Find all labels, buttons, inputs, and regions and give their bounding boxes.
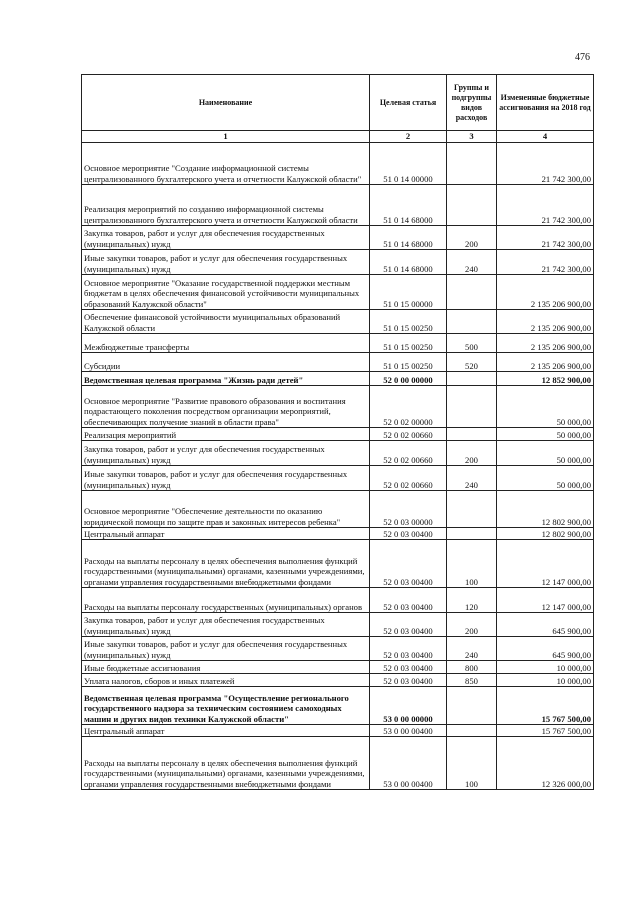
row-name: Закупка товаров, работ и услуг для обеспечения государственных (муниципальных) нужд <box>82 226 370 250</box>
row-target-code: 51 0 14 68000 <box>370 226 447 250</box>
column-number: 4 <box>497 131 594 143</box>
table-row <box>82 334 594 353</box>
row-name: Реализация мероприятий <box>82 428 370 441</box>
header-row <box>82 75 594 131</box>
table-row <box>82 386 594 428</box>
row-name: Реализация мероприятий по созданию информационной системы централизованного бухгалтерского учета и отчетности Калужской области <box>82 185 370 226</box>
table-row <box>82 588 594 613</box>
row-name: Основное мероприятие "Оказание государственной поддержки местным бюджетам в целях обеспечения финансовой устойчивости муниципальных образований Калужской области" <box>82 275 370 310</box>
row-target-code: 52 0 02 00660 <box>370 428 447 441</box>
row-name: Уплата налогов, сборов и иных платежей <box>82 674 370 687</box>
row-amount: 12 802 900,00 <box>497 491 594 528</box>
row-amount: 50 000,00 <box>497 466 594 491</box>
row-expense-group <box>447 687 497 725</box>
header-group: Группы и подгруппы видов расходов <box>447 75 497 131</box>
table-row <box>82 528 594 540</box>
table-row <box>82 737 594 790</box>
row-target-code: 52 0 03 00400 <box>370 540 447 588</box>
table-row <box>82 226 594 250</box>
row-name: Иные бюджетные ассигнования <box>82 661 370 674</box>
row-amount: 12 326 000,00 <box>497 737 594 790</box>
row-amount: 645 900,00 <box>497 637 594 661</box>
table-row <box>82 613 594 637</box>
row-expense-group <box>447 528 497 540</box>
row-target-code: 52 0 02 00660 <box>370 466 447 491</box>
row-target-code: 52 0 03 00400 <box>370 528 447 540</box>
row-target-code: 52 0 03 00400 <box>370 637 447 661</box>
row-amount: 10 000,00 <box>497 674 594 687</box>
row-target-code: 52 0 02 00660 <box>370 441 447 466</box>
row-name: Иные закупки товаров, работ и услуг для обеспечения государственных (муниципальных) нужд <box>82 637 370 661</box>
row-expense-group <box>447 725 497 737</box>
row-name: Основное мероприятие "Создание информационной системы централизованного бухгалтерского учета и отчетности Калужской области" <box>82 143 370 185</box>
row-amount: 2 135 206 900,00 <box>497 353 594 372</box>
row-amount: 21 742 300,00 <box>497 250 594 275</box>
row-expense-group <box>447 185 497 226</box>
table-row <box>82 725 594 737</box>
row-expense-group: 800 <box>447 661 497 674</box>
row-expense-group: 120 <box>447 588 497 613</box>
row-target-code: 53 0 00 00400 <box>370 737 447 790</box>
table-row <box>82 372 594 386</box>
row-amount: 10 000,00 <box>497 661 594 674</box>
header-name: Наименование <box>82 75 370 131</box>
row-expense-group <box>447 143 497 185</box>
row-amount: 21 742 300,00 <box>497 185 594 226</box>
table-row <box>82 637 594 661</box>
row-target-code: 52 0 03 00400 <box>370 588 447 613</box>
row-name: Субсидии <box>82 353 370 372</box>
row-expense-group: 240 <box>447 637 497 661</box>
row-amount: 50 000,00 <box>497 386 594 428</box>
table-row <box>82 661 594 674</box>
row-name: Межбюджетные трансферты <box>82 334 370 353</box>
row-amount: 21 742 300,00 <box>497 226 594 250</box>
row-name: Основное мероприятие "Обеспечение деятельности по оказанию юридической помощи по защите прав и законных интересов ребенка" <box>82 491 370 528</box>
table-row <box>82 687 594 725</box>
row-amount: 50 000,00 <box>497 428 594 441</box>
row-target-code: 51 0 15 00250 <box>370 334 447 353</box>
table-row <box>82 466 594 491</box>
row-amount: 12 147 000,00 <box>497 540 594 588</box>
row-target-code: 52 0 03 00400 <box>370 661 447 674</box>
row-name: Закупка товаров, работ и услуг для обеспечения государственных (муниципальных) нужд <box>82 613 370 637</box>
row-expense-group: 240 <box>447 466 497 491</box>
column-number: 2 <box>370 131 447 143</box>
header-code: Целевая статья <box>370 75 447 131</box>
row-name: Ведомственная целевая программа "Жизнь ради детей" <box>82 372 370 386</box>
table-row <box>82 250 594 275</box>
row-target-code: 51 0 14 68000 <box>370 185 447 226</box>
row-name: Закупка товаров, работ и услуг для обеспечения государственных (муниципальных) нужд <box>82 441 370 466</box>
row-expense-group: 200 <box>447 441 497 466</box>
column-number: 3 <box>447 131 497 143</box>
row-amount: 12 852 900,00 <box>497 372 594 386</box>
row-target-code: 52 0 02 00000 <box>370 386 447 428</box>
row-amount: 21 742 300,00 <box>497 143 594 185</box>
row-target-code: 52 0 03 00400 <box>370 613 447 637</box>
row-name: Центральный аппарат <box>82 725 370 737</box>
row-amount: 2 135 206 900,00 <box>497 310 594 334</box>
table-row <box>82 540 594 588</box>
row-amount: 50 000,00 <box>497 441 594 466</box>
row-expense-group <box>447 491 497 528</box>
table-row <box>82 491 594 528</box>
row-name: Расходы на выплаты персоналу в целях обеспечения выполнения функций государственными (муниципальными) органами, казенными учреждениями, органами управления государственными внебюджетными фондами <box>82 737 370 790</box>
table-row <box>82 310 594 334</box>
column-number: 1 <box>82 131 370 143</box>
row-target-code: 53 0 00 00000 <box>370 687 447 725</box>
row-expense-group: 100 <box>447 737 497 790</box>
table-row <box>82 674 594 687</box>
page-number: 476 <box>575 52 590 63</box>
row-target-code: 52 0 00 00000 <box>370 372 447 386</box>
row-target-code: 51 0 15 00250 <box>370 310 447 334</box>
table-row <box>82 185 594 226</box>
budget-table <box>81 74 594 790</box>
row-expense-group: 200 <box>447 226 497 250</box>
row-name: Расходы на выплаты персоналу в целях обеспечения выполнения функций государственными (муниципальными) органами, казенными учреждениями, органами управления государственными внебюджетными фондами <box>82 540 370 588</box>
table-row <box>82 441 594 466</box>
row-expense-group <box>447 372 497 386</box>
column-number-row <box>82 131 594 143</box>
row-amount: 15 767 500,00 <box>497 687 594 725</box>
row-name: Основное мероприятие "Развитие правового образования и воспитания подрастающего поколения посредством организации мероприятий, обеспечивающих получение знаний в области права" <box>82 386 370 428</box>
row-amount: 12 802 900,00 <box>497 528 594 540</box>
row-expense-group: 240 <box>447 250 497 275</box>
row-target-code: 52 0 03 00400 <box>370 674 447 687</box>
row-expense-group: 850 <box>447 674 497 687</box>
row-target-code: 53 0 00 00400 <box>370 725 447 737</box>
row-name: Иные закупки товаров, работ и услуг для обеспечения государственных (муниципальных) нужд <box>82 250 370 275</box>
header-amount: Измененные бюджетные ассигнования на 2018 год <box>497 75 594 131</box>
row-expense-group: 500 <box>447 334 497 353</box>
row-target-code: 52 0 03 00000 <box>370 491 447 528</box>
table-row <box>82 428 594 441</box>
row-amount: 2 135 206 900,00 <box>497 334 594 353</box>
row-expense-group: 520 <box>447 353 497 372</box>
row-target-code: 51 0 15 00250 <box>370 353 447 372</box>
table-row <box>82 143 594 185</box>
row-name: Центральный аппарат <box>82 528 370 540</box>
table-row <box>82 275 594 310</box>
row-name: Расходы на выплаты персоналу государственных (муниципальных) органов <box>82 588 370 613</box>
row-name: Ведомственная целевая программа "Осуществление регионального государственного надзора за техническим состоянием самоходных машин и других видов техники Калужской области" <box>82 687 370 725</box>
row-expense-group: 200 <box>447 613 497 637</box>
row-target-code: 51 0 14 68000 <box>370 250 447 275</box>
row-name: Иные закупки товаров, работ и услуг для обеспечения государственных (муниципальных) нужд <box>82 466 370 491</box>
row-name: Обеспечение финансовой устойчивости муниципальных образований Калужской области <box>82 310 370 334</box>
row-amount: 12 147 000,00 <box>497 588 594 613</box>
row-expense-group: 100 <box>447 540 497 588</box>
row-amount: 15 767 500,00 <box>497 725 594 737</box>
row-expense-group <box>447 310 497 334</box>
table-row <box>82 353 594 372</box>
row-expense-group <box>447 275 497 310</box>
row-target-code: 51 0 15 00000 <box>370 275 447 310</box>
row-target-code: 51 0 14 00000 <box>370 143 447 185</box>
row-amount: 645 900,00 <box>497 613 594 637</box>
row-amount: 2 135 206 900,00 <box>497 275 594 310</box>
row-expense-group <box>447 428 497 441</box>
row-expense-group <box>447 386 497 428</box>
